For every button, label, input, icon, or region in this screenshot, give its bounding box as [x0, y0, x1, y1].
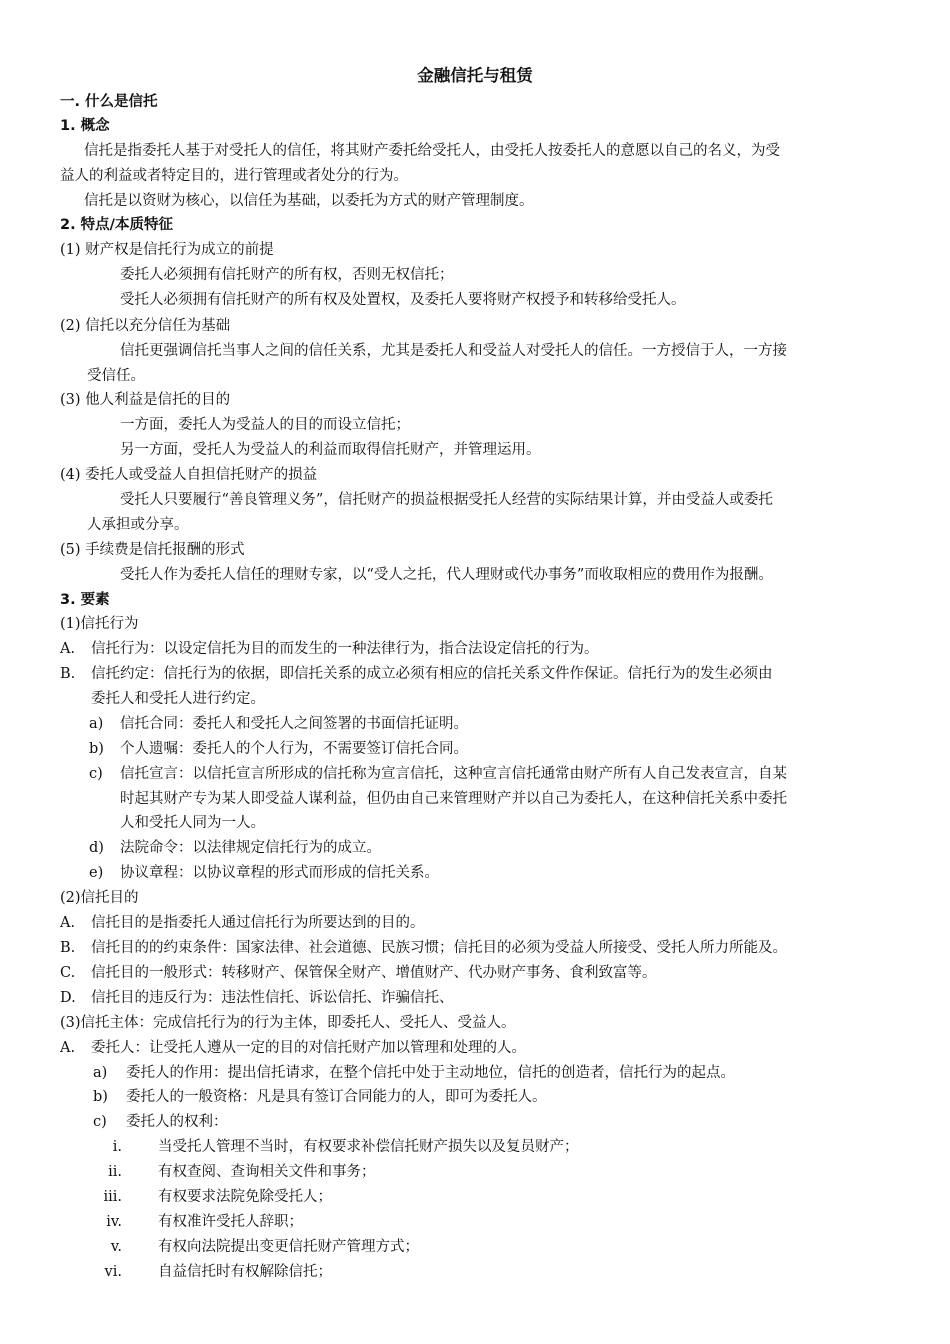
paragraph-line: 有权准许受托人辞职；: [158, 1214, 303, 1230]
paragraph-line: 有权查阅、查询相关文件和事务；: [158, 1164, 376, 1180]
paragraph-line: 信托目的一般形式：转移财产、保管保全财产、增值财产、代办财产事务、食利致富等。: [91, 965, 657, 981]
section-heading: 一. 什么是信托: [60, 94, 158, 110]
list-marker: a): [89, 716, 104, 732]
paragraph-line: 受托人必须拥有信托财产的所有权及处置权，及委托人要将财产权授予和转移给受托人。: [120, 292, 686, 308]
paragraph-line: 信托宣言：以信托宣言所形成的信托称为宣言信托，这种宣言信托通常由财产所有人自己发表宣言，自某: [120, 766, 787, 782]
list-marker: v.: [110, 1239, 122, 1255]
list-marker: a): [93, 1065, 108, 1081]
list-marker: e): [89, 865, 104, 881]
paragraph-line: 受托人作为委托人信任的理财专家，以“受人之托，代人理财或代办事务”而收取相应的费用作为报酬。: [120, 567, 773, 583]
subsection-heading: 3. 要素: [60, 592, 110, 608]
paragraph-line: 人和受托人同为一人。: [120, 815, 265, 831]
paragraph-line: 信托行为：以设定信托为目的而发生的一种法律行为，指合法设定信托的行为。: [91, 641, 599, 657]
paragraph-line: 委托人的一般资格：凡是具有签订合同能力的人，即可为委托人。: [126, 1089, 547, 1105]
paragraph-line: 信托是指委托人基于对受托人的信任，将其财产委托给受托人，由受托人按委托人的意愿以自己的名义，为受: [84, 143, 780, 159]
list-marker: iv.: [106, 1214, 122, 1230]
paragraph-line: 另一方面，受托人为受益人的利益而取得信托财产，并管理运用。: [120, 442, 541, 458]
paragraph-line: 信托目的违反行为：违法性信托、诉讼信托、诈骗信托、: [91, 990, 454, 1006]
subsection-heading: 1. 概念: [60, 118, 110, 134]
paragraph-line: 信托约定：信托行为的依据，即信托关系的成立必须有相应的信托关系文件作保证。信托行为的发生必须由: [91, 666, 773, 682]
paragraph-line: 时起其财产专为某人即受益人谋利益，但仍由自己来管理财产并以自己为委托人，在这种信托关系中委托: [120, 791, 787, 807]
list-marker: b): [93, 1089, 108, 1105]
subsection-heading: 2. 特点/本质特征: [60, 217, 173, 233]
list-marker: A.: [60, 915, 76, 931]
list-item-heading: (2)信托目的: [60, 890, 139, 906]
paragraph-line: 个人遗嘱：委托人的个人行为，不需要签订信托合同。: [120, 741, 468, 757]
list-item-heading: (1) 财产权是信托行为成立的前提: [60, 242, 274, 258]
list-marker: iii.: [103, 1189, 122, 1205]
list-marker: d): [89, 840, 104, 856]
list-marker: A.: [60, 1040, 76, 1056]
paragraph-line: 自益信托时有权解除信托；: [158, 1264, 332, 1280]
paragraph-line: 法院命令：以法律规定信托行为的成立。: [120, 840, 381, 856]
paragraph-line: 有权要求法院免除受托人；: [158, 1189, 332, 1205]
list-item-heading: (1)信托行为: [60, 616, 139, 632]
paragraph-line: 委托人：让受托人遵从一定的目的对信托财产加以管理和处理的人。: [91, 1040, 526, 1056]
paragraph-line: 受信任。: [87, 368, 145, 384]
list-marker: A.: [60, 641, 76, 657]
list-marker: c): [89, 766, 103, 782]
paragraph-line: 信托目的是指委托人通过信托行为所要达到的目的。: [91, 915, 425, 931]
paragraph-line: 信托是以资财为核心，以信任为基础，以委托为方式的财产管理制度。: [84, 193, 534, 209]
paragraph-line: 信托合同：委托人和受托人之间签署的书面信托证明。: [120, 716, 468, 732]
list-marker: B.: [60, 940, 76, 956]
list-item-heading: (2) 信托以充分信任为基础: [60, 318, 231, 334]
list-marker: B.: [60, 666, 76, 682]
list-item-heading: (5) 手续费是信托报酬的形式: [60, 542, 245, 558]
document-title: 金融信托与租赁: [417, 66, 533, 85]
paragraph-line: 益人的利益或者特定目的，进行管理或者处分的行为。: [60, 168, 408, 184]
list-marker: c): [93, 1114, 107, 1130]
paragraph-line: 一方面，委托人为受益人的目的而设立信托；: [120, 417, 410, 433]
paragraph-line: 当受托人管理不当时，有权要求补偿信托财产损失以及复员财产；: [158, 1139, 579, 1155]
paragraph-line: 信托更强调信托当事人之间的信任关系，尤其是委托人和受益人对受托人的信任。一方授信于人，一方接: [120, 343, 787, 359]
paragraph-line: 委托人和受托人进行约定。: [91, 691, 265, 707]
paragraph-line: 委托人的权利：: [126, 1114, 228, 1130]
list-marker: ii.: [108, 1164, 122, 1180]
list-item-heading: (3) 他人利益是信托的目的: [60, 392, 231, 408]
list-item-heading: (3)信托主体：完成信托行为的行为主体，即委托人、受托人、受益人。: [60, 1015, 516, 1031]
list-marker: D.: [60, 990, 76, 1006]
list-marker: C.: [60, 965, 76, 981]
paragraph-line: 委托人必须拥有信托财产的所有权，否则无权信托；: [120, 267, 454, 283]
paragraph-line: 信托目的的约束条件：国家法律、社会道德、民族习惯；信托目的必须为受益人所接受、受托人所力所能及。: [91, 940, 787, 956]
list-marker: b): [89, 741, 104, 757]
paragraph-line: 受托人只要履行“善良管理义务”，信托财产的损益根据受托人经营的实际结果计算，并由受益人或委托: [120, 492, 773, 508]
paragraph-line: 委托人的作用：提出信托请求，在整个信托中处于主动地位，信托的创造者，信托行为的起点。: [126, 1065, 735, 1081]
list-marker: vi.: [104, 1264, 122, 1280]
list-item-heading: (4) 委托人或受益人自担信托财产的损益: [60, 467, 318, 483]
paragraph-line: 有权向法院提出变更信托财产管理方式；: [158, 1239, 419, 1255]
list-marker: i.: [112, 1139, 122, 1155]
paragraph-line: 人承担或分享。: [87, 517, 189, 533]
paragraph-line: 协议章程：以协议章程的形式而形成的信托关系。: [120, 865, 439, 881]
